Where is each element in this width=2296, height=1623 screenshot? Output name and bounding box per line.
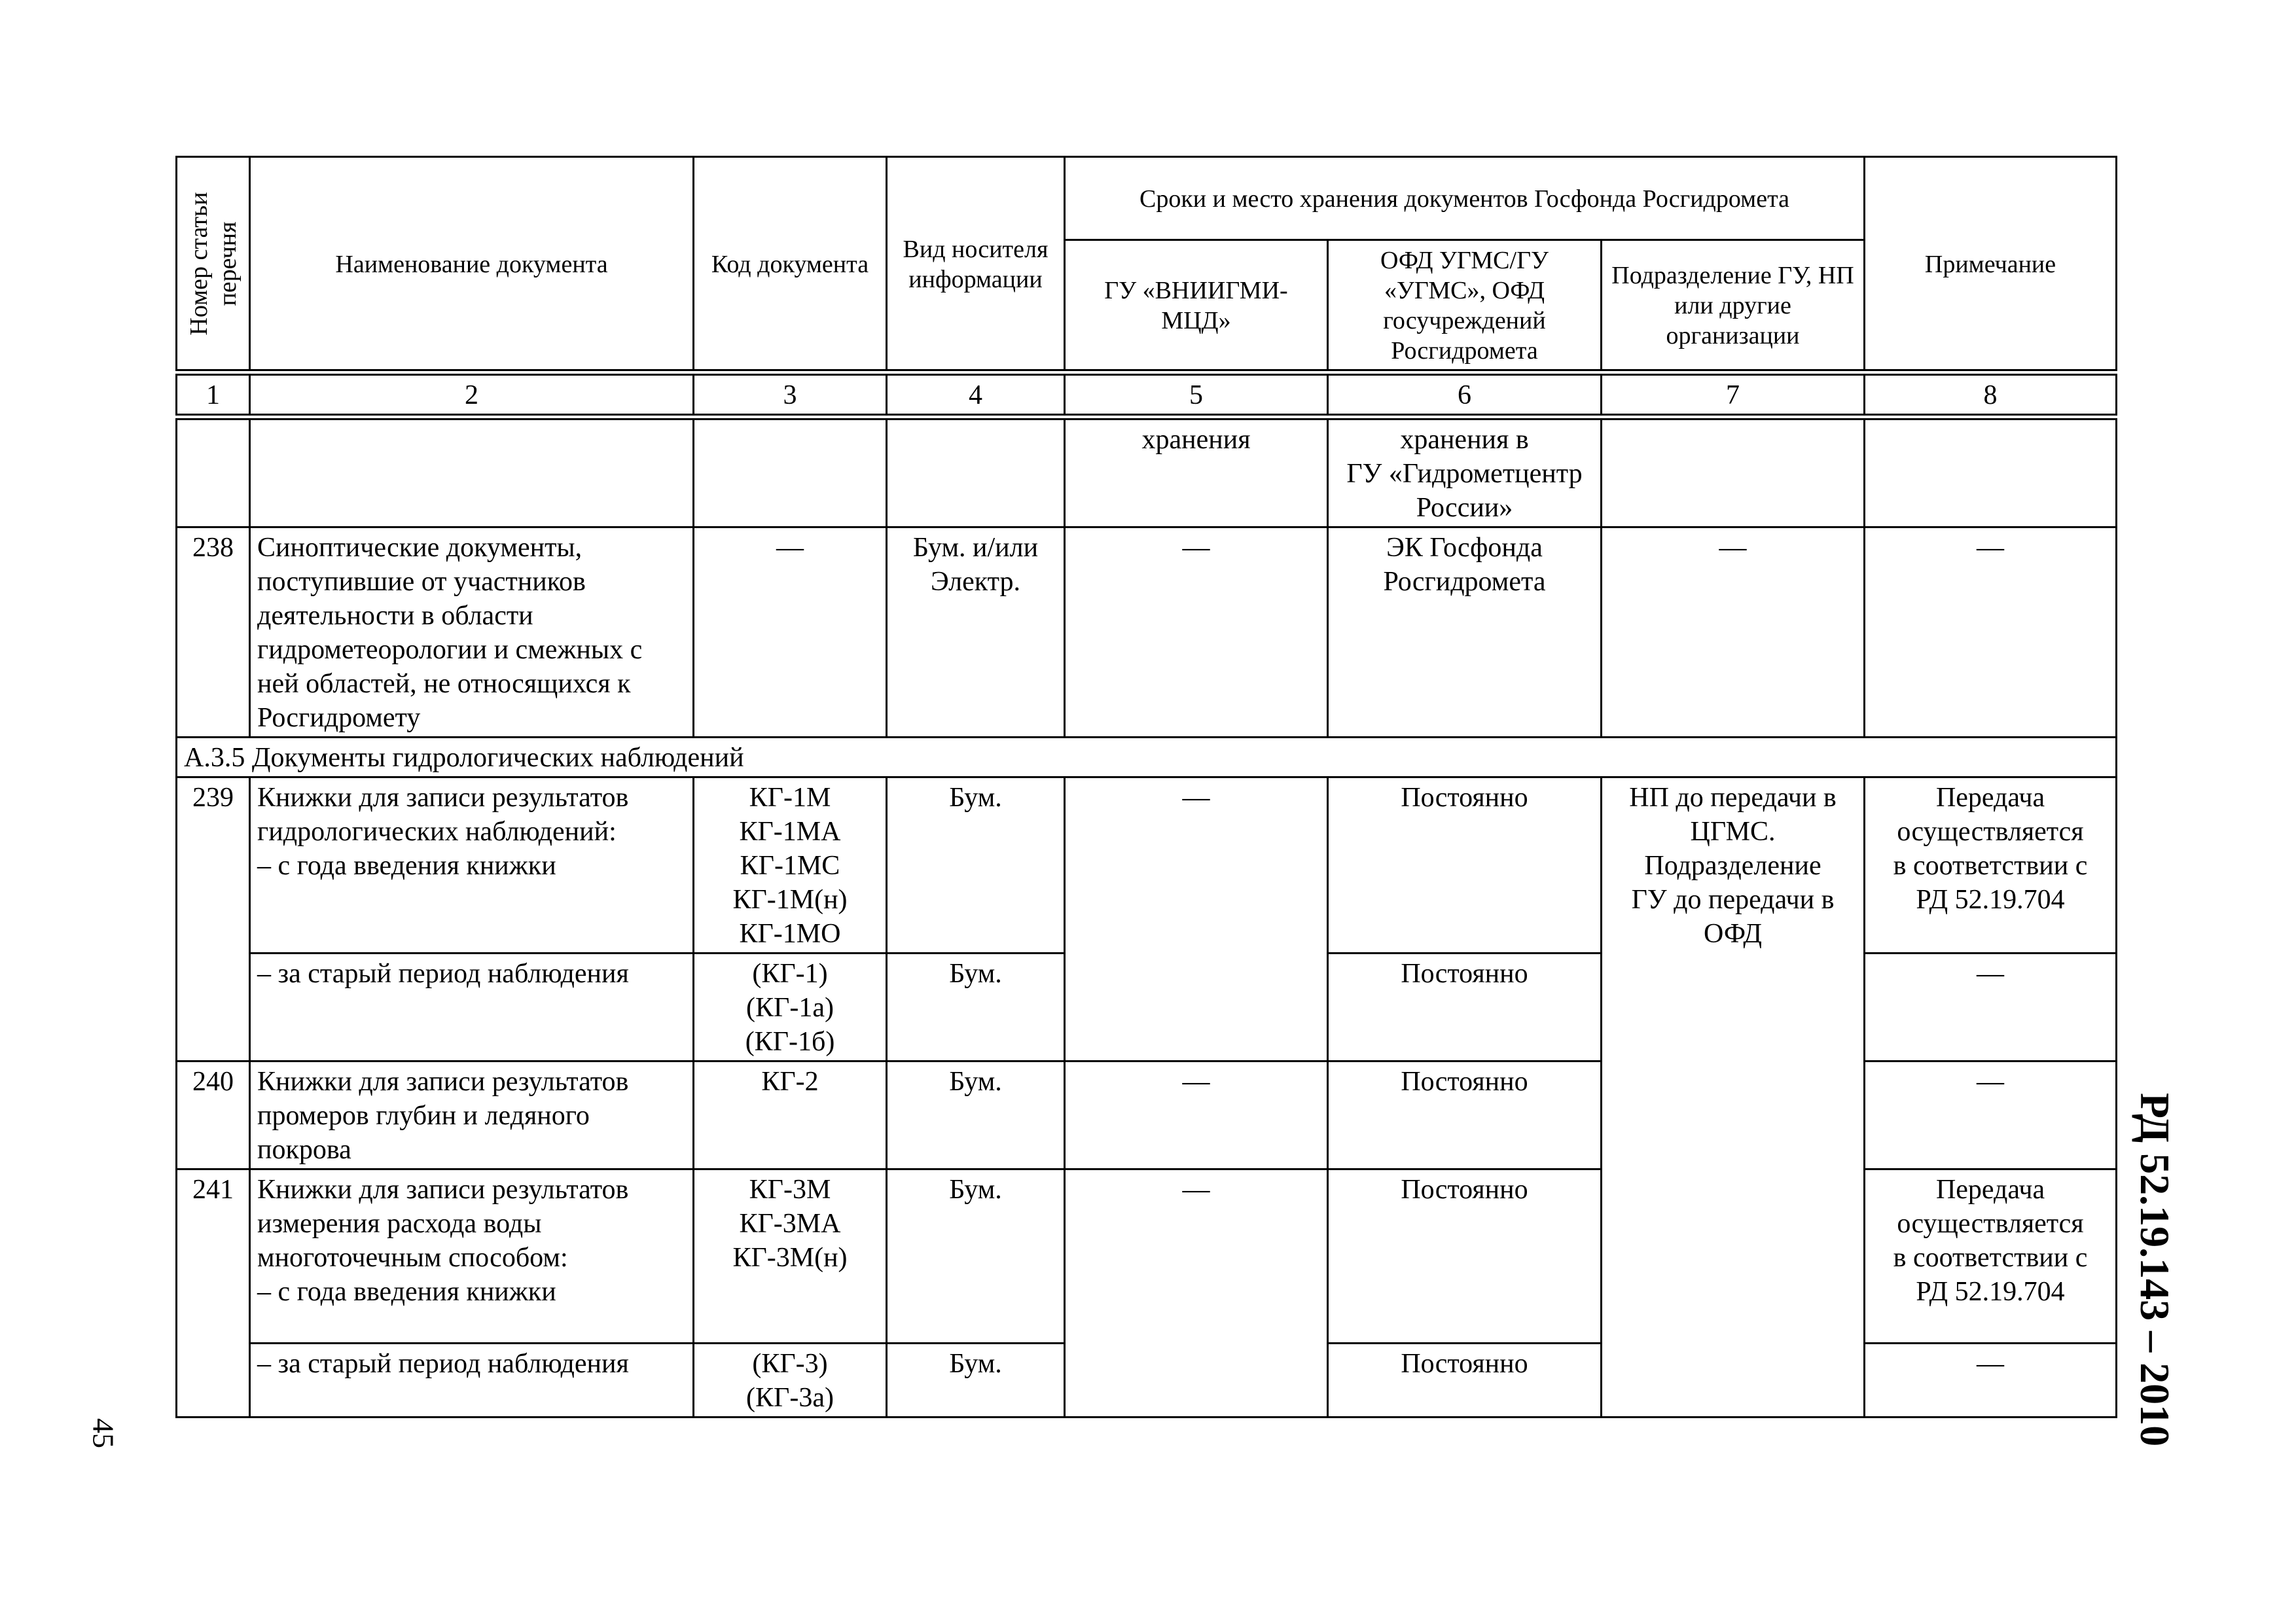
text-line: КГ-1МС: [740, 851, 840, 881]
cell-ofd: Постоянно: [1328, 954, 1602, 1061]
table-row-238: [177, 527, 2117, 738]
header-row-top: [177, 157, 2117, 240]
text-line: (КГ-1а): [746, 993, 834, 1023]
text-line: Книжки для записи результатов: [257, 1067, 629, 1097]
cell-medium: Бум.: [887, 1061, 1065, 1169]
text-line: (КГ-3): [752, 1349, 828, 1379]
text-line: многоточечным способом:: [257, 1243, 568, 1273]
text-line: осуществляется: [1897, 817, 2084, 847]
cell-note: —: [1865, 1344, 2117, 1418]
text-line: КГ-3М(н): [732, 1243, 848, 1273]
cell-ofd: Постоянно: [1328, 1344, 1602, 1418]
text-line: ОФД: [1704, 919, 1762, 949]
cell-subdivision: [1602, 777, 1865, 1418]
header-article-number-text: Номер статьи перечня: [185, 191, 242, 336]
header-article-number: [177, 157, 250, 373]
text-line: в соответствии с: [1893, 851, 2088, 881]
text-line: России»: [1416, 493, 1513, 523]
document-code-text: РД 52.19.143 – 2010: [2132, 1092, 2178, 1447]
cell-article-number: 240: [177, 1061, 250, 1169]
header-ofd-ugms: ОФД УГМС/ГУ «УГМС», ОФД госучреждений Росгидромета: [1328, 240, 1602, 373]
cell-ofd: Постоянно: [1328, 777, 1602, 954]
cell-medium: [887, 527, 1065, 738]
section-title: А.3.5 Документы гидрологических наблюдений: [177, 738, 2117, 777]
cell-document-name: [250, 1169, 694, 1344]
header-subdivision: Подразделение ГУ, НП или другие организации: [1602, 240, 1865, 373]
cell-document-name: [250, 777, 694, 954]
column-number: 3: [694, 372, 887, 417]
text-line: Подразделение: [1644, 851, 1821, 881]
text-line: покрова: [257, 1135, 351, 1165]
text-line: (КГ-3а): [746, 1383, 834, 1413]
text-line: Книжки для записи результатов: [257, 1175, 629, 1205]
cell-medium: Бум.: [887, 1169, 1065, 1344]
cell-document-code: [694, 777, 887, 954]
cell-vniigmi: хранения: [1065, 417, 1328, 527]
cell-article-number: 239: [177, 777, 250, 1061]
page-number: [84, 1400, 123, 1466]
text-line: ЭК Госфонда: [1386, 533, 1543, 563]
section-row: [177, 738, 2117, 777]
text-line: КГ-3МА: [739, 1209, 841, 1239]
cell-vniigmi: —: [1065, 777, 1328, 1061]
text-line: НП до передачи в: [1629, 783, 1837, 813]
column-number: 5: [1065, 372, 1328, 417]
text-line: Электр.: [931, 567, 1020, 597]
cell-ofd: [1328, 417, 1602, 527]
cell-empty: [1865, 417, 2117, 527]
cell-document-name: [250, 1061, 694, 1169]
cell-note: [1865, 777, 2117, 954]
text-line: КГ-1М: [749, 783, 831, 813]
text-line: промеров глубин и ледяного: [257, 1101, 590, 1131]
page-number-text: 45: [86, 1418, 120, 1448]
text-line: – с года введения книжки: [257, 851, 556, 881]
cell-document-name: Синоптические документы, поступившие от участников деятельности в области гидрометеорологии и смежных с ней областей, не относящихся к Росгидромету: [250, 527, 694, 738]
text-line: КГ-1МА: [739, 817, 841, 847]
cell-article-number: 238: [177, 527, 250, 738]
text-line: измерения расхода воды: [257, 1209, 542, 1239]
column-numbers-row: [177, 372, 2117, 417]
cell-document-code: [694, 1169, 887, 1344]
cell-document-code: [694, 1344, 887, 1418]
column-number: 1: [177, 372, 250, 417]
text-line: КГ-1МО: [739, 919, 841, 949]
cell-note: —: [1865, 954, 2117, 1061]
header-document-name: Наименование документа: [250, 157, 694, 373]
text-line: – с года введения книжки: [257, 1277, 556, 1307]
header-medium-type: Вид носителя информации: [887, 157, 1065, 373]
cell-ofd: [1328, 527, 1602, 738]
cell-empty: [887, 417, 1065, 527]
cell-empty: [1602, 417, 1865, 527]
header-note: Примечание: [1865, 157, 2117, 373]
text-line: (КГ-1): [752, 959, 828, 989]
text-line: в соответствии с: [1893, 1243, 2088, 1273]
text-line: РД 52.19.704: [1916, 1277, 2065, 1307]
text-line: Передача: [1935, 1175, 2045, 1205]
column-number: 8: [1865, 372, 2117, 417]
header-storage-group: Сроки и место хранения документов Госфонда Росгидромета: [1065, 157, 1865, 240]
cell-subdivision: —: [1602, 527, 1865, 738]
header-vniigmi: ГУ «ВНИИГМИ-МЦД»: [1065, 240, 1328, 373]
text-line: (КГ-1б): [745, 1027, 835, 1057]
cell-vniigmi: —: [1065, 1061, 1328, 1169]
column-number: 7: [1602, 372, 1865, 417]
cell-empty: [177, 417, 250, 527]
text-line: Росгидромета: [1383, 567, 1546, 597]
cell-vniigmi: —: [1065, 1169, 1328, 1418]
text-line: КГ-3М: [749, 1175, 831, 1205]
cell-medium: Бум.: [887, 777, 1065, 954]
cell-note: [1865, 1169, 2117, 1344]
cell-document-name: – за старый период наблюдения: [250, 1344, 694, 1418]
cell-document-code: —: [694, 527, 887, 738]
text-line: КГ-1М(н): [732, 885, 848, 915]
text-line: Книжки для записи результатов: [257, 783, 629, 813]
text-line: Бум. и/или: [912, 533, 1039, 563]
text-line: Передача: [1935, 783, 2045, 813]
text-line: ГУ до передачи в: [1631, 885, 1835, 915]
cell-ofd: Постоянно: [1328, 1061, 1602, 1169]
text-line: гидрологических наблюдений:: [257, 817, 617, 847]
cell-empty: [694, 417, 887, 527]
cell-document-name: – за старый период наблюдения: [250, 954, 694, 1061]
cell-article-number: 241: [177, 1169, 250, 1418]
cell-ofd: Постоянно: [1328, 1169, 1602, 1344]
cell-vniigmi: —: [1065, 527, 1328, 738]
document-table: [175, 156, 2117, 1418]
header-document-code: Код документа: [694, 157, 887, 373]
text-line: хранения в: [1400, 425, 1529, 455]
text-line: РД 52.19.704: [1916, 885, 2065, 915]
text-line: ГУ «Гидрометцентр: [1346, 459, 1583, 489]
column-number: 4: [887, 372, 1065, 417]
continuation-row: [177, 417, 2117, 527]
text-line: ЦГМС.: [1690, 817, 1776, 847]
cell-medium: Бум.: [887, 954, 1065, 1061]
cell-document-code: [694, 954, 887, 1061]
column-number: 6: [1328, 372, 1602, 417]
text-line: осуществляется: [1897, 1209, 2084, 1239]
table-row-239: [177, 777, 2117, 954]
cell-note: —: [1865, 1061, 2117, 1169]
cell-document-code: КГ-2: [694, 1061, 887, 1169]
document-code-vertical: [2132, 1092, 2178, 1447]
cell-note: —: [1865, 527, 2117, 738]
column-number: 2: [250, 372, 694, 417]
cell-empty: [250, 417, 694, 527]
cell-medium: Бум.: [887, 1344, 1065, 1418]
